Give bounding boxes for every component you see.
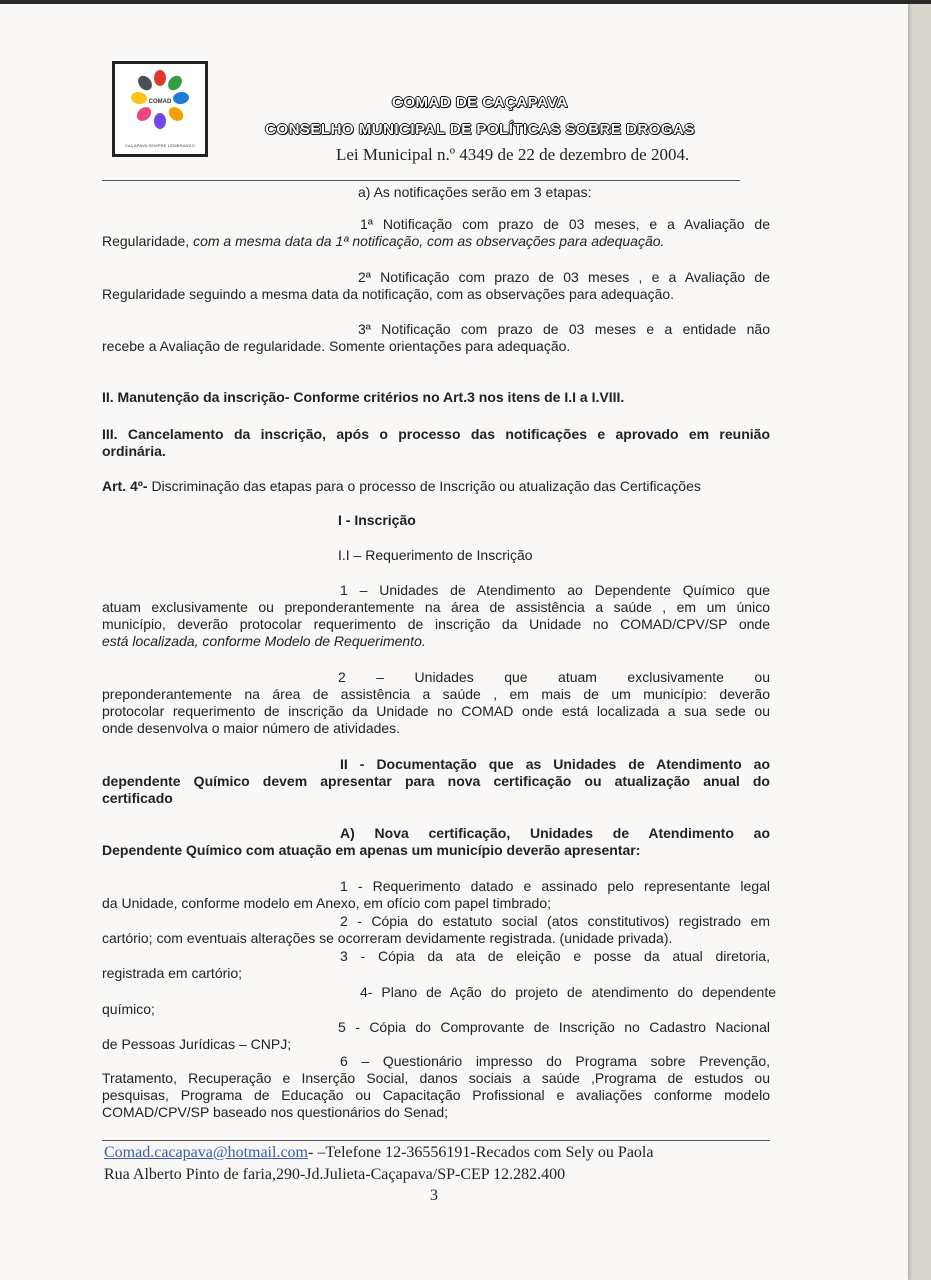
item-1-line-2: atuam exclusivamente ou preponderantemente na área de assistência a saúde , em um único [102,599,770,615]
footer-contact: Comad.cacapava@hotmail.com- –Telefone 12-36556191-Recados com Sely ou Paola [104,1144,654,1161]
notification-2-line-2: Regularidade seguindo a mesma data da notificação, com as observações para adequação. [102,286,675,302]
doc-1-line-1: 1 - Requerimento datado e assinado pelo representante legal [340,878,770,894]
page-number: 3 [430,1187,438,1204]
documentation-line-1: II - Documentação que as Unidades de Atendimento ao [340,756,770,772]
notification-2-line-1: 2ª Notificação com prazo de 03 meses , e a Avaliação de [358,269,770,285]
item-2-line-2: preponderantemente na área de assistência a saúde , em mais de um município: deverão [102,686,770,702]
item-2-line-3: protocolar requerimento de inscrição da Unidade no COMAD onde está localizada a sua sede ou [102,703,770,719]
header-divider [102,180,740,181]
doc-3-line-1: 3 - Cópia da ata de eleição e posse da atual diretoria, [340,948,770,964]
doc-2-line-1: 2 - Cópia do estatuto social (atos constitutivos) registrado em [340,913,770,929]
email-link[interactable]: Comad.cacapava@hotmail.com [104,1144,308,1161]
article-4: Art. 4º- Discriminação das etapas para o processo de Inscrição ou atualização das Certificações [102,478,701,494]
logo-center-text: COMAD [148,99,172,105]
council-name: CONSELHO MUNICIPAL DE POLÍTICAS SOBRE DROGAS [265,121,695,138]
logo-caption: CAÇAPAVA SEMPRE LEMBRANDO [124,143,196,148]
new-cert-line-2: Dependente Químico com atuação em apenas um município deverão apresentar: [102,842,641,858]
item-1-line-4: está localizada, conforme Modelo de Requerimento. [102,633,426,649]
doc-2-line-2: cartório; com eventuais alterações se ocorreram devidamente registrada. (unidade privada). [102,930,673,946]
item-2-line-4: onde desenvolva o maior número de atividades. [102,720,401,736]
doc-4-line-1: 4- Plano de Ação do projeto de atendimento do dependente [360,984,776,1000]
doc-6-line-4: COMAD/CPV/SP baseado nos questionários do Senad; [102,1104,449,1120]
doc-3-line-2: registrada em cartório; [102,965,243,981]
law-reference: Lei Municipal n.º 4349 de 22 de dezembro de 2004. [336,145,690,164]
footer-divider [102,1140,770,1141]
org-name: COMAD DE CAÇAPAVA [392,94,568,111]
item-1-line-1: 1 – Unidades de Atendimento ao Dependente Químico que [340,582,770,598]
notification-3-line-2: recebe a Avaliação de regularidade. Somente orientações para adequação. [102,338,571,354]
doc-6-line-1: 6 – Questionário impresso do Programa sobre Prevenção, [340,1053,770,1069]
inscricao-heading: I - Inscrição [338,512,416,528]
section-iii-line-2: ordinária. [102,443,166,459]
notification-1-line-2: Regularidade, com a mesma data da 1ª notificação, com as observações para adequação. [102,233,665,249]
doc-5-line-2: de Pessoas Jurídicas – CNPJ; [102,1036,292,1052]
doc-5-line-1: 5 - Cópia do Comprovante de Inscrição no Cadastro Nacional [338,1019,770,1035]
section-iii-line-1: III. Cancelamento da inscrição, após o processo das notificações e aprovado em reunião [102,426,770,442]
comad-logo [112,61,208,157]
notification-1-line-1: 1ª Notificação com prazo de 03 meses, e a Avaliação de [360,216,770,232]
notification-3-line-1: 3ª Notificação com prazo de 03 meses e a entidade não [358,321,770,337]
doc-6-line-3: pesquisas, Programa de Educação ou Capacitação Profissional e avaliações conforme modelo [102,1087,770,1103]
doc-4-line-2: químico; [102,1001,155,1017]
hands-circle-icon [115,66,205,146]
footer-address: Rua Alberto Pinto de faria,290-Jd.Julieta-Caçapava/SP-CEP 12.282.400 [104,1166,566,1183]
documentation-line-2: dependente Químico devem apresentar para nova certificação ou atualização anual do [102,773,770,789]
new-cert-line-1: A) Nova certificação, Unidades de Atendimento ao [340,825,770,841]
section-ii-maintenance: II. Manutenção da inscrição- Conforme critérios no Art.3 nos itens de I.I a I.VIII. [102,389,625,405]
item-2-line-1: 2 – Unidades que atuam exclusivamente ou [338,669,770,685]
doc-6-line-2: Tratamento, Recuperação e Inserção Social, danos sociais a saúde ,Programa de estudos ou [102,1070,770,1086]
document-page [0,4,908,1280]
doc-1-line-2: da Unidade, conforme modelo em Anexo, em ofício com papel timbrado; [102,895,552,911]
notifications-intro: a) As notificações serão em 3 etapas: [358,184,592,200]
documentation-line-3: certificado [102,790,173,806]
requerimento-heading: I.I – Requerimento de Inscrição [338,547,533,563]
item-1-line-3: município, deverão protocolar requerimento de inscrição da Unidade no COMAD/CPV/SP onde [102,616,770,632]
